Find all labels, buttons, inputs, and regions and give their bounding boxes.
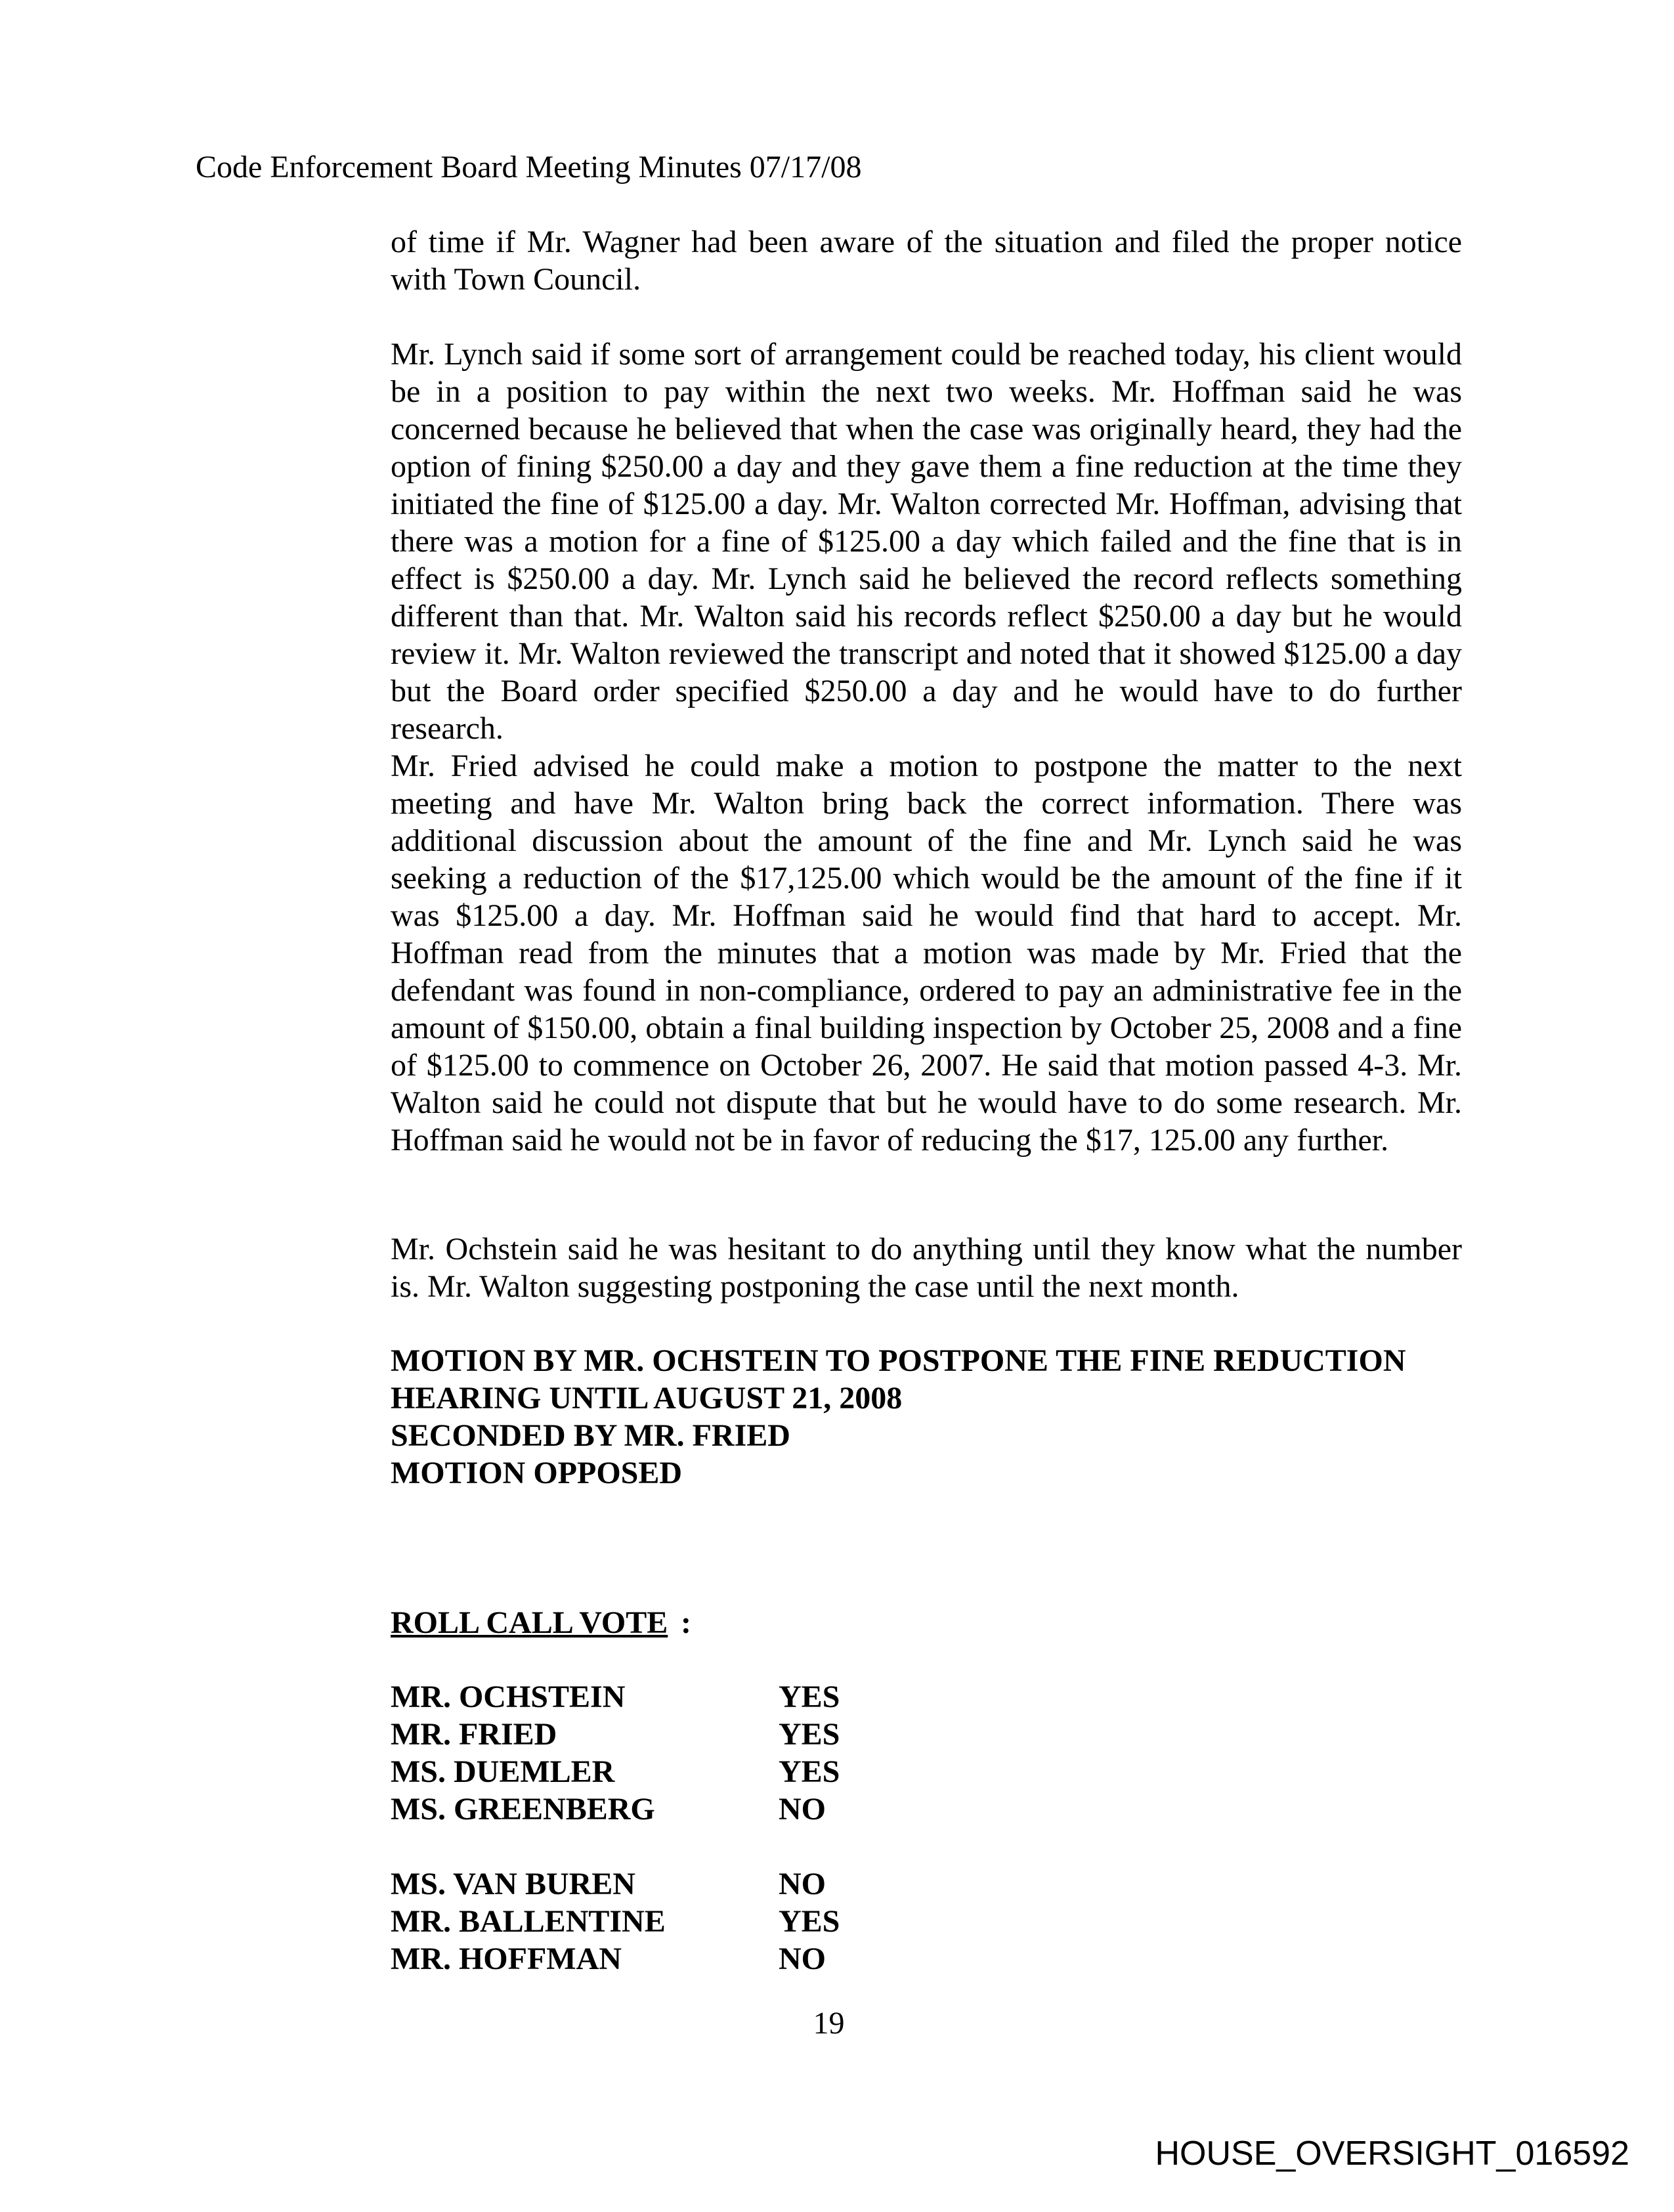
document-header: Code Enforcement Board Meeting Minutes 07/17/08 — [196, 150, 862, 184]
paragraph: Mr. Ochstein said he was hesitant to do anything until they know what the number is. Mr. Walton suggesting postponing the case until the next month. — [391, 1232, 1462, 1304]
minutes-body — [391, 223, 1462, 1159]
paragraph: Mr. Lynch said if some sort of arrangement could be reached today, his client would be in a position to pay within the next two weeks. Mr. Hoffman said he was concerned because he believed that when the case was originally heard, they had the option of fining $250.00 a day and they gave them a fine reduction at the time they initiated the fine of $125.00 a day. Mr. Walton corrected Mr. Hoffman, advising that there was a motion for a fine of $125.00 a day which failed and the fine that is in effect is $250.00 a day. Mr. Lynch said he believed the record reflects something different than that. Mr. Walton said his records reflect $250.00 a day but he would review it. Mr. Walton reviewed the transcript and noted that it showed $125.00 a day but the Board order specified $250.00 a day and he would have to do further research. — [391, 337, 1462, 746]
bates-stamp: HOUSE_OVERSIGHT_016592 — [1155, 2135, 1629, 2173]
vote-value: YES — [779, 1754, 840, 1789]
motion-line: SECONDED BY MR. FRIED — [391, 1418, 790, 1453]
voter-name: MR. HOFFMAN — [391, 1941, 622, 1976]
voter-name: MR. BALLENTINE — [391, 1904, 666, 1939]
paragraph: of time if Mr. Wagner had been aware of the situation and filed the proper notice with Town Council. — [391, 225, 1462, 297]
motion-block — [391, 1342, 1406, 1492]
vote-value: YES — [779, 1680, 840, 1714]
voter-name: MS. VAN BUREN — [391, 1867, 635, 1901]
motion-line: MOTION OPPOSED — [391, 1456, 683, 1490]
vote-value: NO — [779, 1867, 826, 1901]
voter-name: MR. FRIED — [391, 1717, 557, 1752]
roll-call-colon: : — [681, 1605, 691, 1640]
voter-name: MR. OCHSTEIN — [391, 1680, 626, 1714]
voter-name: MS. DUEMLER — [391, 1754, 615, 1789]
vote-value: NO — [779, 1941, 826, 1976]
vote-row — [391, 1753, 981, 1790]
vote-row — [391, 1903, 981, 1940]
vote-value: YES — [779, 1717, 840, 1752]
vote-row — [391, 1716, 981, 1753]
voter-name: MS. GREENBERG — [391, 1792, 655, 1827]
page-number: 19 — [813, 2006, 845, 2041]
roll-call-heading — [391, 1604, 668, 1641]
motion-line: HEARING UNTIL AUGUST 21, 2008 — [391, 1381, 903, 1416]
roll-call-title: ROLL CALL VOTE — [391, 1605, 668, 1640]
vote-row — [391, 1940, 981, 1978]
motion-line: MOTION BY MR. OCHSTEIN TO POSTPONE THE FINE REDUCTION — [391, 1343, 1406, 1378]
paragraph: Mr. Fried advised he could make a motion to postpone the matter to the next meeting and have Mr. Walton bring back the correct information. There was additional discussion about the amount of the fine and Mr. Lynch said he was seeking a reduction of the $17,125.00 which would be the amount of the fine if it was $125.00 a day. Mr. Hoffman said he would find that hard to accept. Mr. Hoffman read from the minutes that a motion was made by Mr. Fried that the defendant was found in non-compliance, ordered to pay an administrative fee in the amount of $150.00, obtain a final building inspection by October 25, 2008 and a fine of $125.00 to commence on October 26, 2007. He said that motion passed 4-3. Mr. Walton said he could not dispute that but he would have to do some research. Mr. Hoffman said he would not be in favor of reducing the $17, 125.00 any further. — [391, 748, 1462, 1158]
vote-row — [391, 1865, 981, 1903]
vote-row — [391, 1790, 981, 1828]
vote-value: NO — [779, 1792, 826, 1827]
minutes-body-continued — [391, 1230, 1462, 1305]
vote-row — [391, 1678, 981, 1716]
vote-value: YES — [779, 1904, 840, 1939]
